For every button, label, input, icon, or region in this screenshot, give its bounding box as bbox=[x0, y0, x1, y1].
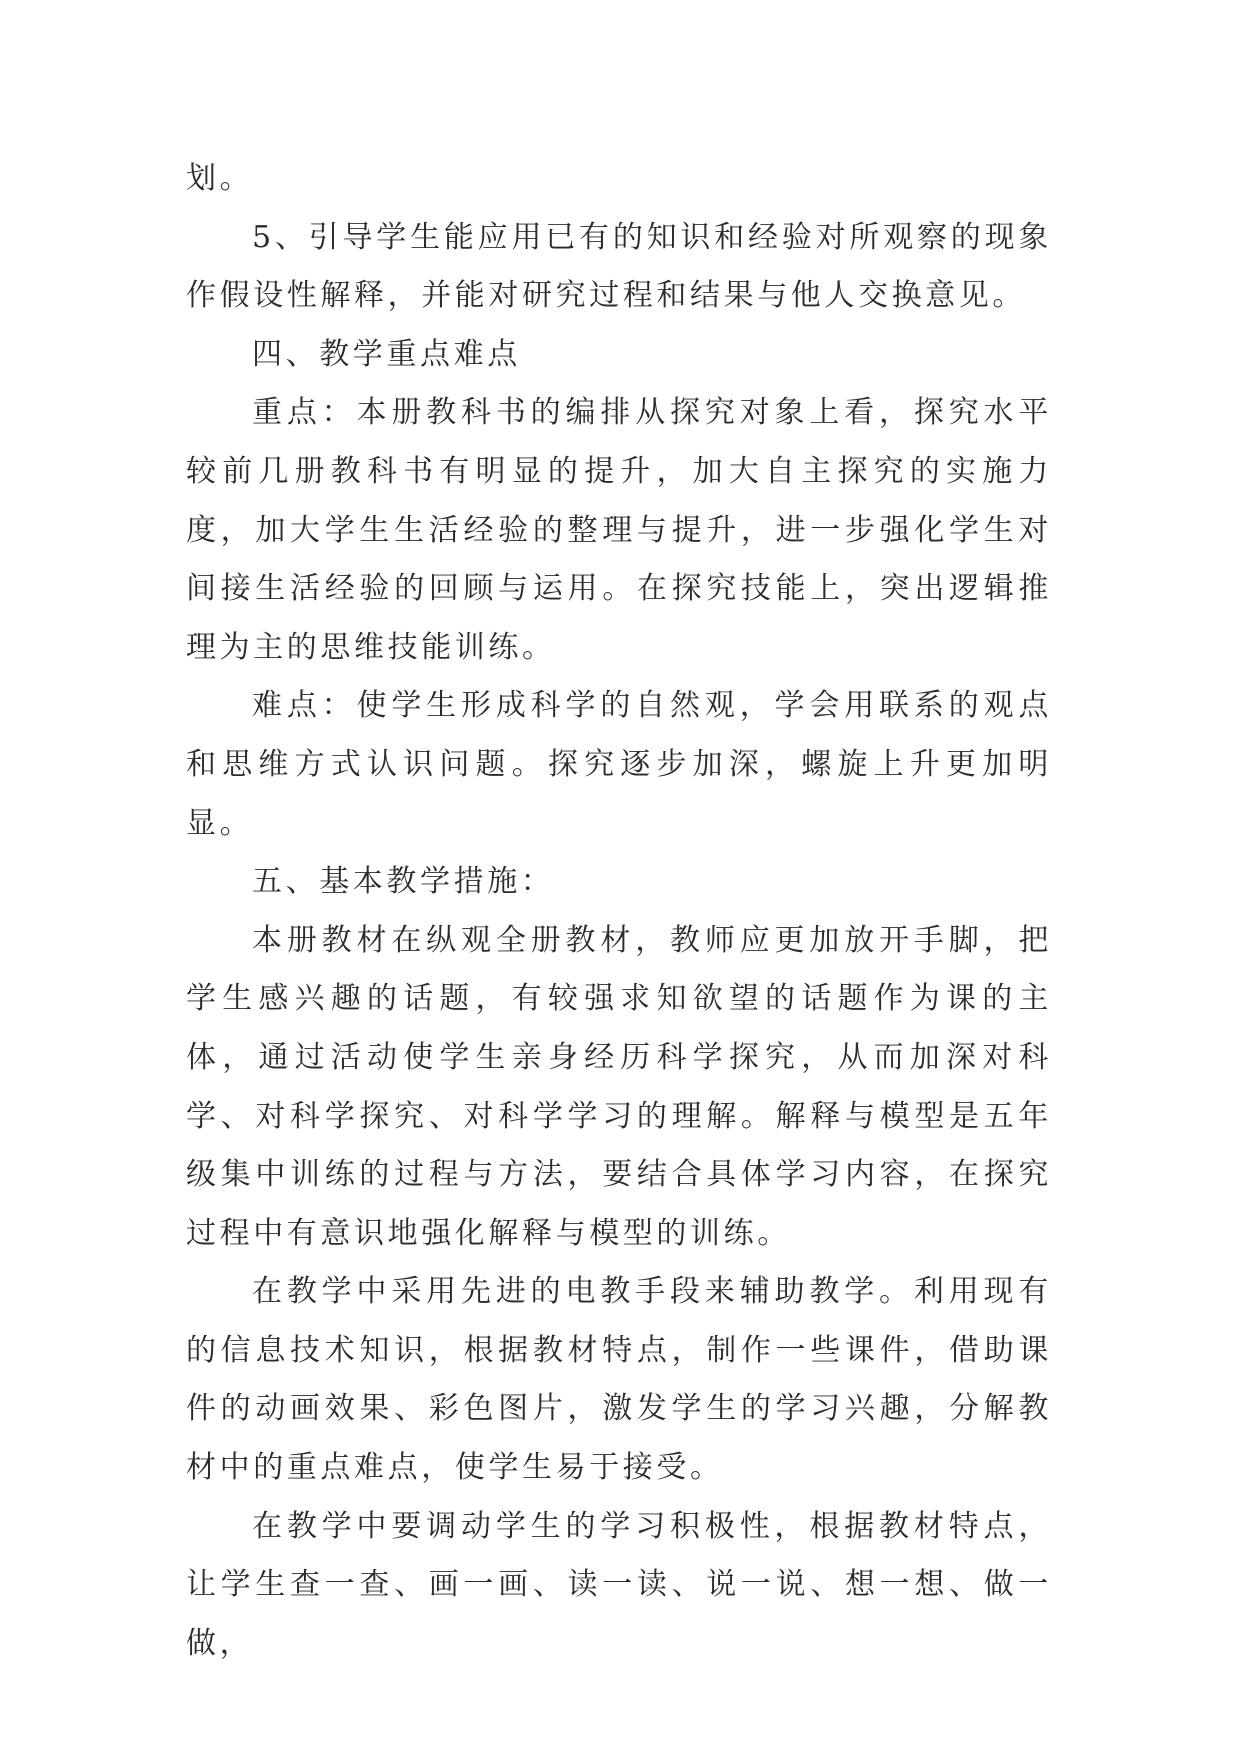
paragraph-continuation: 划。 bbox=[186, 161, 254, 196]
paragraph-measure-2: 在教学中采用先进的电教手段来辅助教学。利用现有的信息技术知识，根据教材特点，制作一些课件，借助课件的动画效果、彩色图片，激发学生的学习兴趣，分解教材中的重点难点，使学生易于接受。 bbox=[186, 1274, 1052, 1486]
paragraph-difficulty: 难点：使学生形成科学的自然观，学会用联系的观点和思维方式认识问题。探究逐步加深，螺旋上升更加明显。 bbox=[186, 688, 1052, 841]
document-body bbox=[186, 150, 1052, 1673]
paragraph-objective-5: 5、引导学生能应用已有的知识和经验对所观察的现象作假设性解释，并能对研究过程和结果与他人交换意见。 bbox=[186, 219, 1052, 314]
section-heading-key-points: 四、教学重点难点 bbox=[252, 336, 521, 372]
paragraph-key-point: 重点：本册教科书的编排从探究对象上看，探究水平较前几册教科书有明显的提升，加大自主探究的实施力度，加大学生生活经验的整理与提升，进一步强化学生对间接生活经验的回顾与运用。在探究技能上，突出逻辑推理为主的思维技能训练。 bbox=[186, 395, 1052, 665]
paragraph-measure-3: 在教学中要调动学生的学习积极性，根据教材特点，让学生查一查、画一画、读一读、说一说、想一想、做一做， bbox=[186, 1508, 1052, 1661]
paragraph-measure-1: 本册教材在纵观全册教材，教师应更加放开手脚，把学生感兴趣的话题，有较强求知欲望的话题作为课的主体，通过活动使学生亲身经历科学探究，从而加深对科学、对科学探究、对科学学习的理解。解释与模型是五年级集中训练的过程与方法，要结合具体学习内容，在探究过程中有意识地强化解释与模型的训练。 bbox=[186, 922, 1052, 1251]
section-heading-measures: 五、基本教学措施： bbox=[252, 864, 555, 900]
